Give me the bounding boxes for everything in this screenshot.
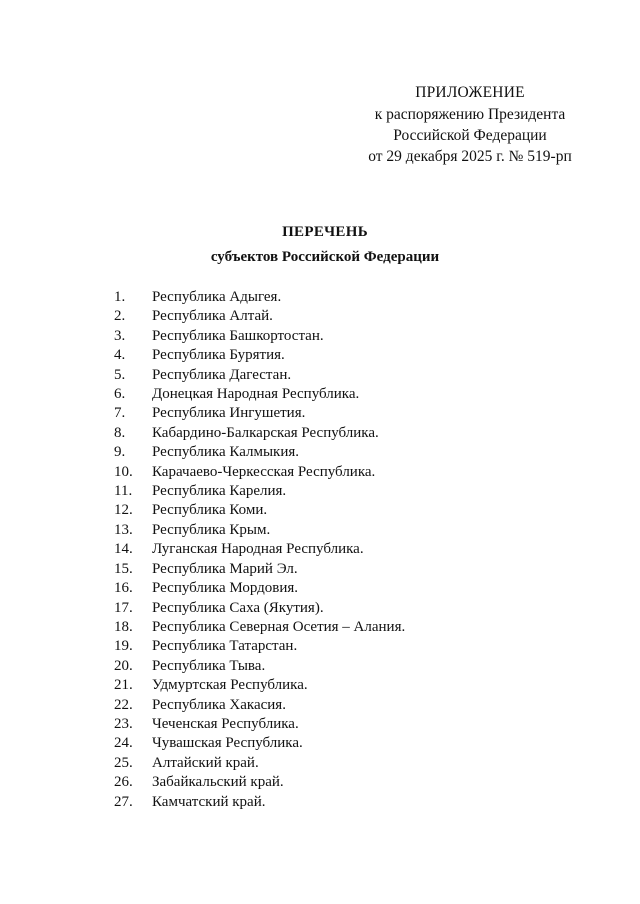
list-item-name: Алтайский край.: [152, 754, 259, 771]
list-item-number: 18.: [114, 618, 133, 635]
list-item-number: 13.: [114, 521, 133, 538]
document-title: ПЕРЕЧЕНЬ: [282, 224, 368, 240]
list-item-number: 6.: [114, 386, 126, 403]
list-item-number: 17.: [114, 599, 133, 616]
list-item: [114, 521, 405, 540]
appendix-line-date: от 29 декабря 2025 г. № 519-рп: [368, 148, 572, 165]
list-item: [114, 637, 405, 656]
list-item-name: Республика Мордовия.: [152, 580, 299, 597]
document-title-block: [0, 222, 640, 267]
list-item-name: Луганская Народная Республика.: [152, 541, 364, 558]
list-item: [114, 657, 405, 676]
list-item: [114, 793, 405, 812]
list-item-number: 15.: [114, 560, 133, 577]
appendix-header: [350, 82, 590, 167]
list-item-number: 23.: [114, 715, 133, 732]
list-item: [114, 676, 405, 695]
list-item-name: Республика Коми.: [152, 502, 268, 519]
list-item-number: 26.: [114, 774, 133, 791]
list-item-number: 4.: [114, 347, 126, 364]
list-item-name: Удмуртская Республика.: [152, 677, 308, 694]
list-item-name: Республика Северная Осетия – Алания.: [152, 618, 406, 635]
list-item-name: Республика Тыва.: [152, 657, 266, 674]
list-item-number: 1.: [114, 289, 126, 305]
list-item: [114, 560, 405, 579]
appendix-line-country: Российской Федерации: [393, 127, 547, 144]
list-item: [114, 307, 405, 326]
list-item: [114, 734, 405, 753]
list-item-name: Республика Карелия.: [152, 483, 287, 500]
list-item-number: 14.: [114, 541, 133, 558]
list-item-name: Республика Дагестан.: [152, 366, 292, 383]
list-item-number: 20.: [114, 657, 133, 674]
list-item-number: 27.: [114, 793, 133, 810]
list-item-number: 2.: [114, 308, 126, 325]
list-item: [114, 501, 405, 520]
list-item-name: Республика Ингушетия.: [152, 405, 306, 422]
list-item: [114, 754, 405, 773]
list-item: [114, 366, 405, 385]
appendix-heading: ПРИЛОЖЕНИЕ: [415, 84, 525, 101]
list-item-name: Донецкая Народная Республика.: [152, 386, 360, 403]
list-item: [114, 463, 405, 482]
list-item-name: Республика Крым.: [152, 521, 271, 538]
list-item-number: 24.: [114, 735, 133, 752]
list-item-name: Республика Хакасия.: [152, 696, 286, 713]
list-item-number: 8.: [114, 424, 126, 441]
list-item-name: Республика Адыгея.: [152, 289, 282, 305]
list-item-name: Республика Саха (Якутия).: [152, 599, 324, 616]
list-item: [114, 715, 405, 734]
list-item: [114, 404, 405, 423]
list-item: [114, 696, 405, 715]
list-item-name: Республика Татарстан.: [152, 638, 298, 655]
list-item: [114, 443, 405, 462]
list-item-number: 10.: [114, 463, 133, 480]
list-item: [114, 346, 405, 365]
list-item-number: 11.: [114, 483, 133, 500]
list-item: [114, 424, 405, 443]
list-item: [114, 773, 405, 792]
list-item: [114, 540, 405, 559]
appendix-line-decree: к распоряжению Президента: [374, 106, 566, 123]
list-item: [114, 327, 405, 346]
list-item-name: Карачаево-Черкесская Республика.: [152, 463, 376, 480]
list-item-number: 21.: [114, 677, 133, 694]
list-item-name: Кабардино-Балкарская Республика.: [152, 424, 379, 441]
list-item: [114, 579, 405, 598]
list-item-name: Республика Бурятия.: [152, 347, 285, 364]
list-item-name: Республика Башкортостан.: [152, 327, 324, 344]
list-item-number: 25.: [114, 754, 133, 771]
list-item-name: Республика Марий Эл.: [152, 560, 298, 577]
list-item-name: Камчатский край.: [152, 793, 266, 810]
list-item-name: Республика Калмыкия.: [152, 444, 300, 461]
list-item: [114, 618, 405, 637]
list-item-number: 5.: [114, 366, 126, 383]
list-item-name: Чувашская Республика.: [152, 735, 303, 752]
list-item-number: 3.: [114, 327, 126, 344]
subjects-list: [114, 288, 405, 812]
list-item: [114, 482, 405, 501]
list-item-name: Забайкальский край.: [152, 774, 284, 791]
list-item-number: 16.: [114, 580, 133, 597]
list-item-name: Республика Алтай.: [152, 308, 273, 325]
list-item: [114, 599, 405, 618]
list-item-number: 9.: [114, 444, 126, 461]
document-subtitle: субъектов Российской Федерации: [210, 249, 440, 265]
list-item: [114, 385, 405, 404]
list-item-number: 12.: [114, 502, 133, 519]
list-item: [114, 288, 405, 307]
list-item-name: Чеченская Республика.: [152, 715, 299, 732]
list-item-number: 19.: [114, 638, 133, 655]
list-item-number: 22.: [114, 696, 133, 713]
list-item-number: 7.: [114, 405, 126, 422]
